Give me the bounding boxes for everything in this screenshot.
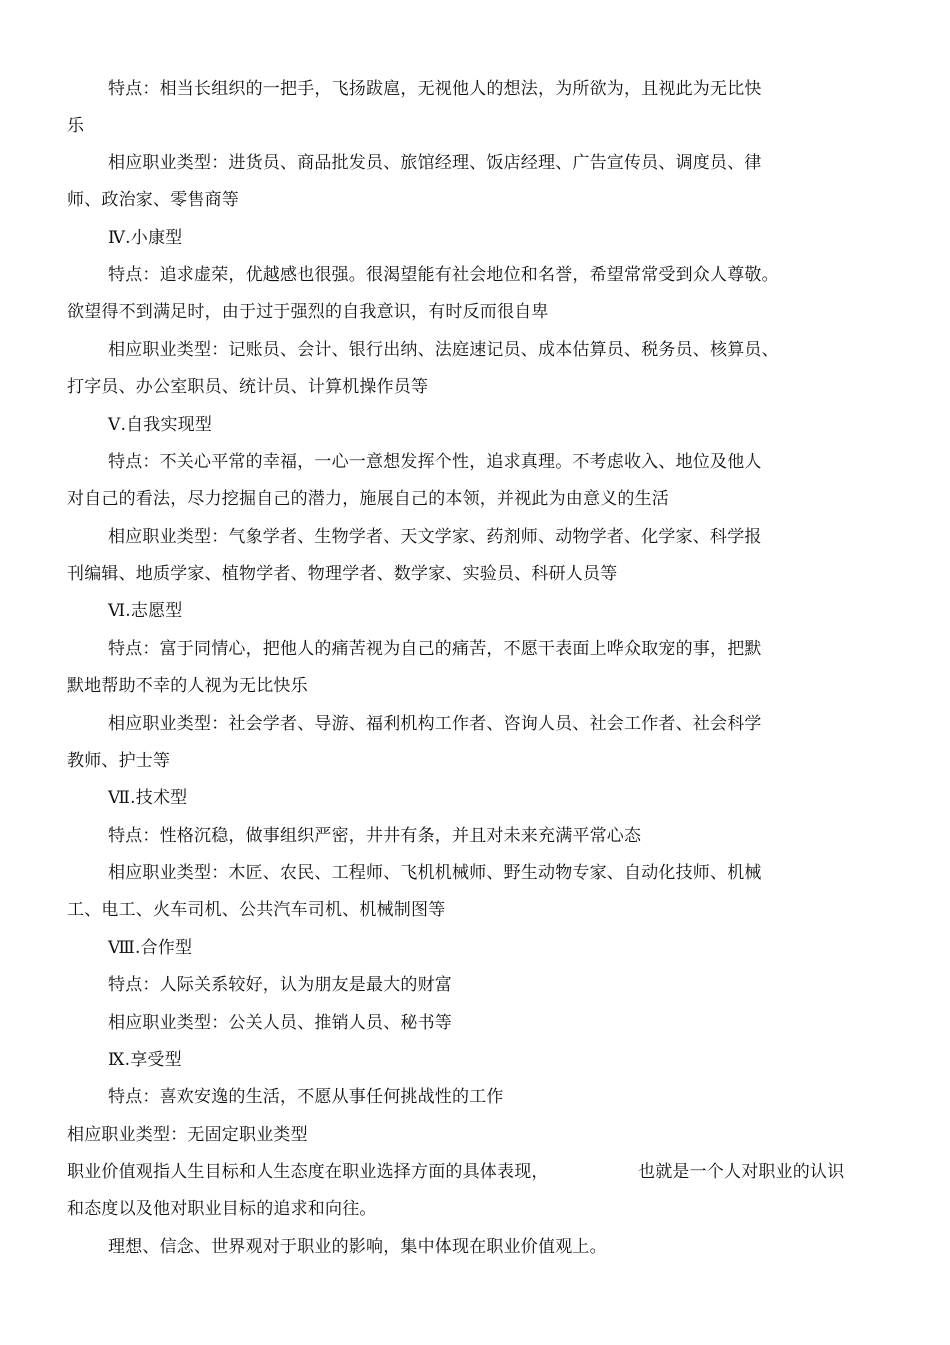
text-line: 特点：追求虚荣，优越感也很强。很渴望能有社会地位和名誉，希望常常受到众人尊敬。	[108, 265, 779, 285]
text-line: 特点：性格沉稳，做事组织严密，井井有条，并且对未来充满平常心态	[108, 826, 642, 846]
text-line: 相应职业类型：气象学者、生物学者、天文学家、药剂师、动物学者、化学家、科学报	[108, 527, 762, 547]
text-line: 相应职业类型：记账员、会计、银行出纳、法庭速记员、成本估算员、税务员、核算员、	[108, 340, 779, 360]
text-line: 默地帮助不幸的人视为无比快乐	[67, 676, 308, 696]
text-line: 特点：相当长组织的一把手，飞扬跋扈，无视他人的想法，为所欲为，且视此为无比快	[108, 79, 762, 99]
text-line: 教师、护士等	[67, 751, 171, 771]
section-heading: Ⅳ.小康型	[108, 228, 183, 248]
text-line: 对自己的看法，尽力挖掘自己的潜力，施展自己的本领，并视此为由意义的生活	[67, 489, 669, 509]
text-line: 相应职业类型：公关人员、推销人员、秘书等	[108, 1013, 452, 1033]
text-line: 特点：人际关系较好，认为朋友是最大的财富	[108, 975, 452, 995]
text-line: 职业价值观指人生目标和人生态度在职业选择方面的具体表现，	[67, 1162, 549, 1182]
section-heading: Ⅴ.自我实现型	[108, 415, 213, 435]
text-line: 相应职业类型：无固定职业类型	[67, 1125, 308, 1145]
text-line: 特点：不关心平常的幸福，一心一意想发挥个性，追求真理。不考虑收入、地位及他人	[108, 452, 762, 472]
text-line: 刊编辑、地质学家、植物学者、物理学者、数学家、实验员、科研人员等	[67, 564, 618, 584]
text-line: 特点：喜欢安逸的生活，不愿从事任何挑战性的工作	[108, 1087, 504, 1107]
text-line: 特点：富于同情心，把他人的痛苦视为自己的痛苦，不愿干表面上哗众取宠的事，把默	[108, 639, 762, 659]
text-line: 工、电工、火车司机、公共汽车司机、机械制图等	[67, 900, 446, 920]
text-line: 乐	[67, 116, 85, 136]
text-line: 相应职业类型：社会学者、导游、福利机构工作者、咨询人员、社会工作者、社会科学	[108, 714, 762, 734]
section-heading: Ⅶ.技术型	[108, 788, 188, 808]
text-line: 欲望得不到满足时，由于过于强烈的自我意识，有时反而很自卑	[67, 302, 549, 322]
section-heading: Ⅵ.志愿型	[108, 601, 183, 621]
text-line: 也就是一个人对职业的认识	[638, 1162, 845, 1182]
text-line: 和态度以及他对职业目标的追求和向往。	[67, 1199, 377, 1219]
text-line: 相应职业类型：木匠、农民、工程师、飞机机械师、野生动物专家、自动化技师、机械	[108, 863, 762, 883]
text-line: 相应职业类型：进货员、商品批发员、旅馆经理、饭店经理、广告宣传员、调度员、律	[108, 153, 762, 173]
text-line: 师、政治家、零售商等	[67, 190, 239, 210]
section-heading: Ⅸ.享受型	[108, 1050, 182, 1070]
text-line: 打字员、办公室职员、统计员、计算机操作员等	[67, 377, 429, 397]
text-line: 理想、信念、世界观对于职业的影响，集中体现在职业价值观上。	[108, 1237, 607, 1257]
section-heading: Ⅷ.合作型	[108, 938, 193, 958]
